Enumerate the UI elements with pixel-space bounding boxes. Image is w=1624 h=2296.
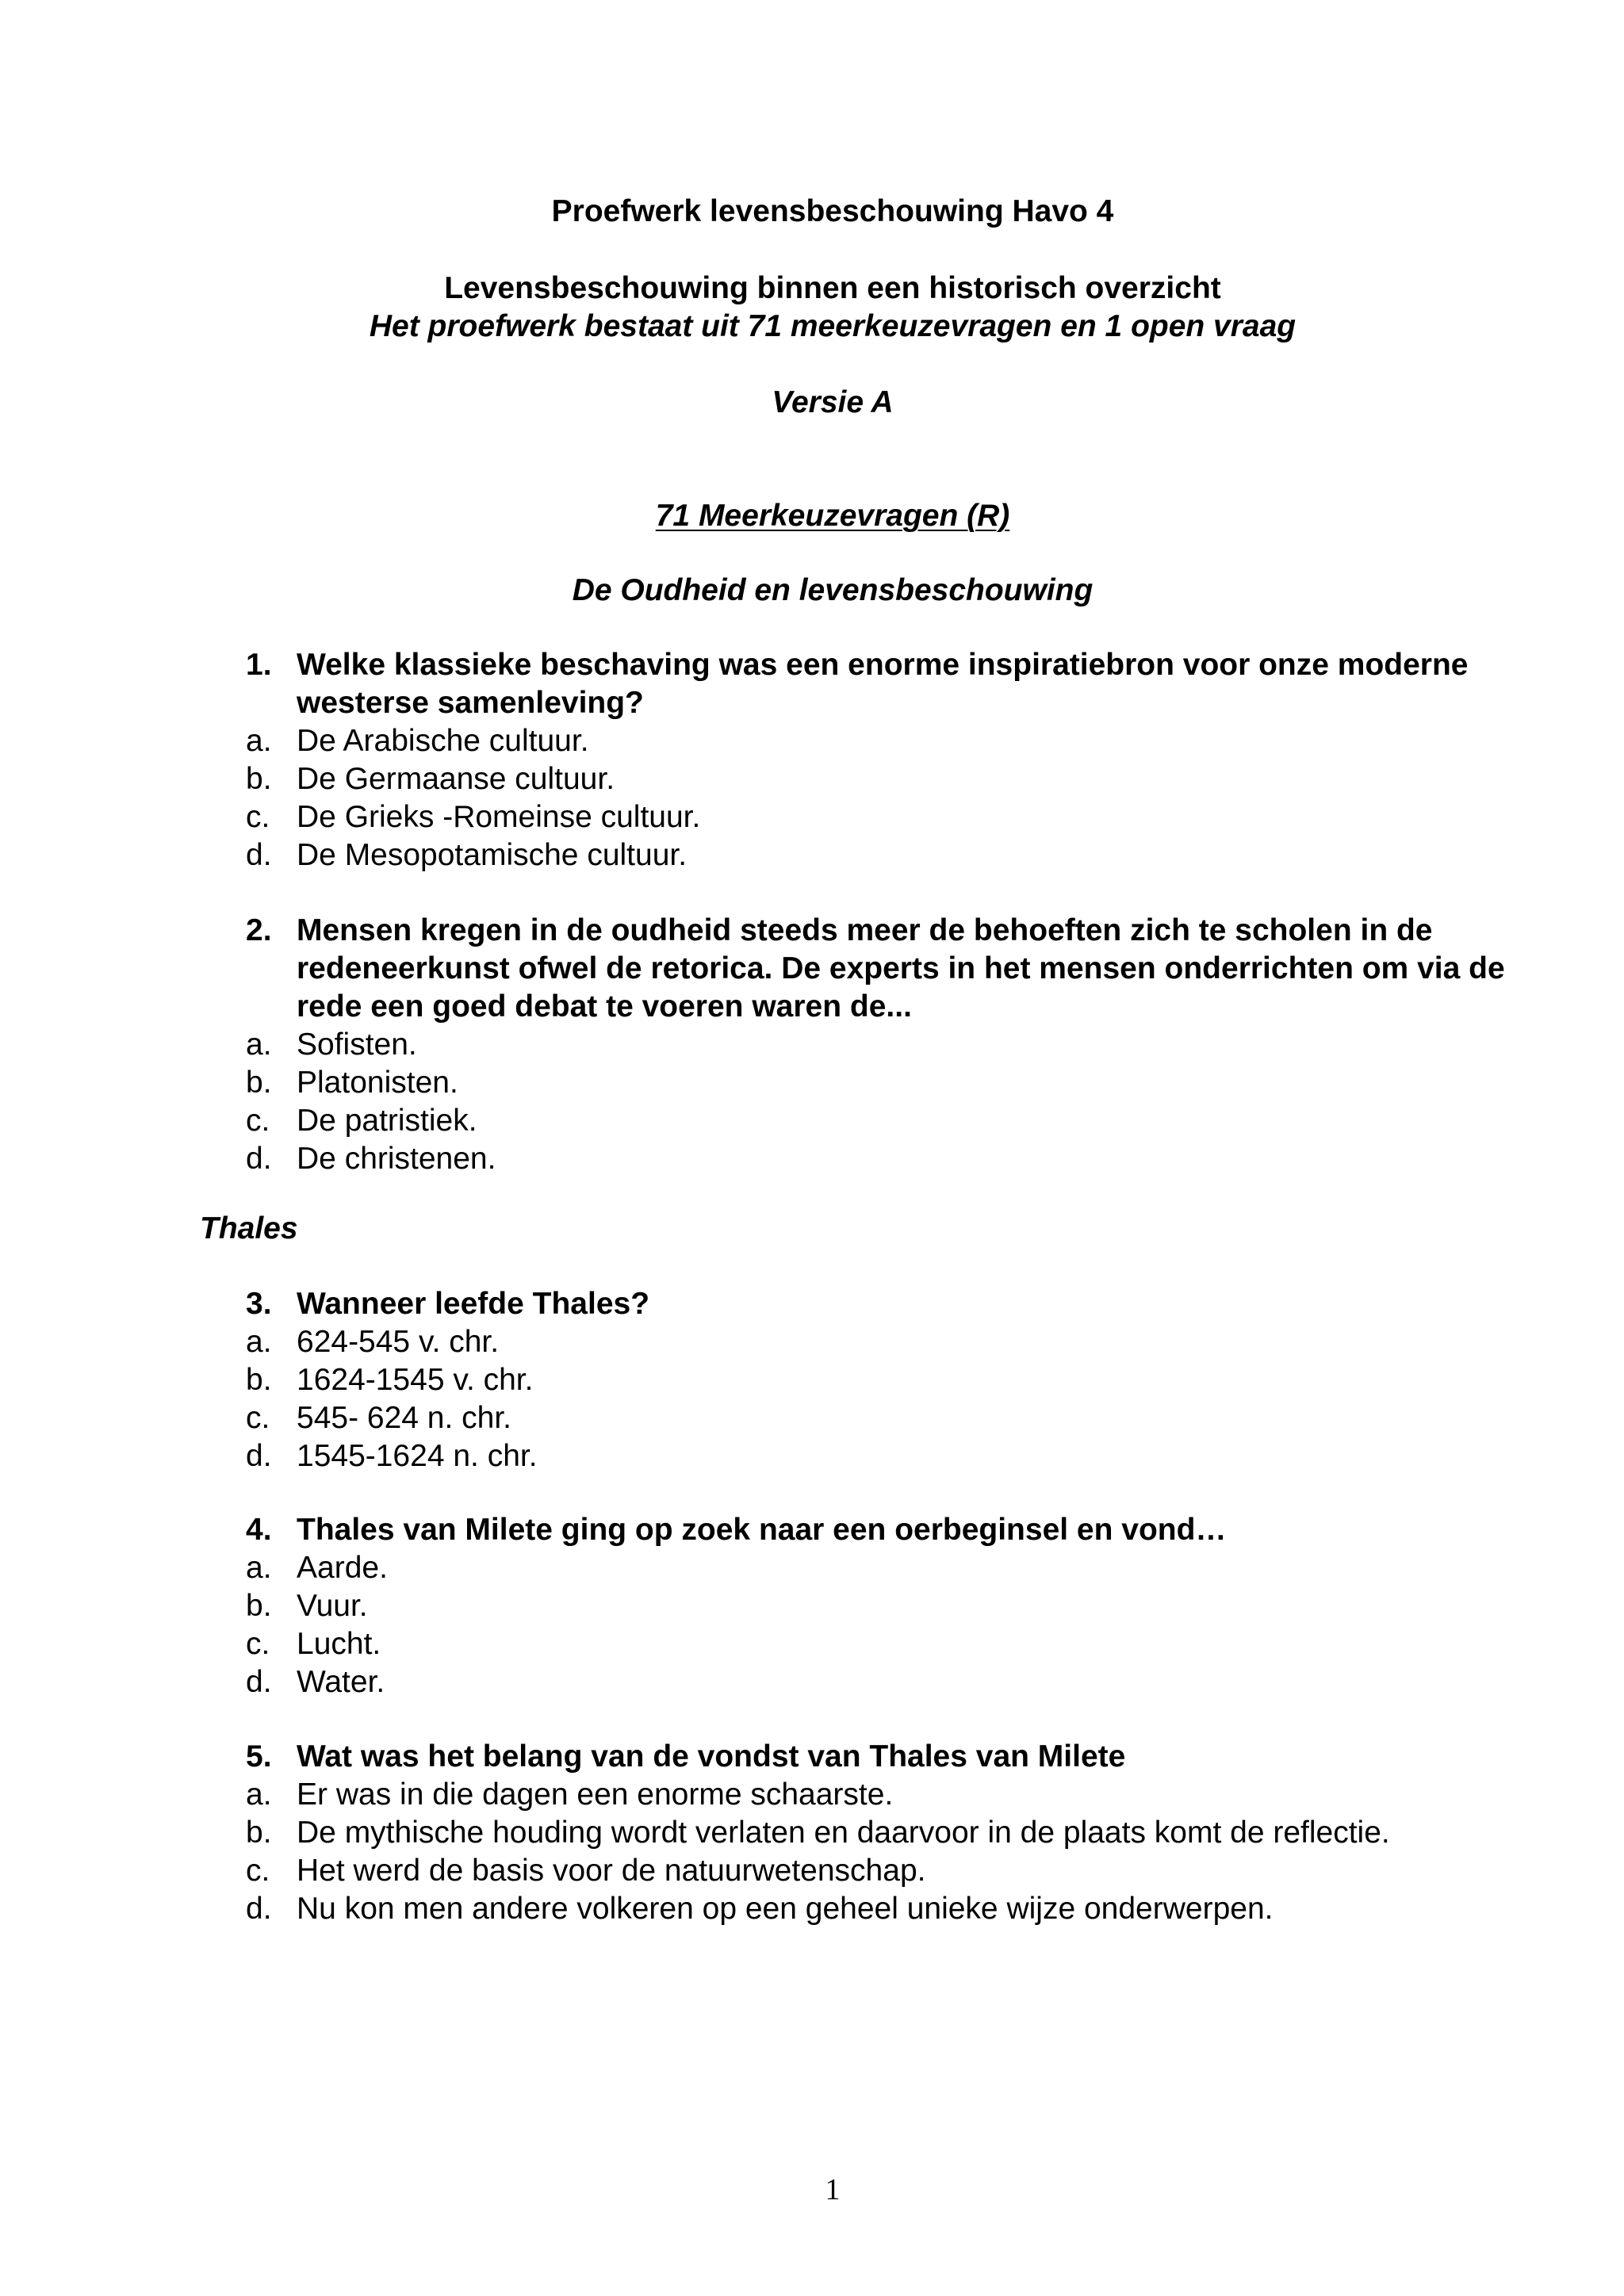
answer-option (246, 1587, 1530, 1625)
section-title (0, 497, 1624, 535)
option-letter: d. (246, 1892, 272, 1926)
option-letter: a. (246, 1551, 272, 1585)
option-text: 1624-1545 v. chr. (297, 1363, 534, 1397)
option-text: 1545-1624 n. chr. (297, 1439, 538, 1473)
question-text: Mensen kregen in de oudheid steeds meer de behoeften zich te scholen in de redeneerkunst ofwel de retorica. De experts in het mensen onderrichten om via de rede een goed debat te voeren waren de... (297, 913, 1505, 1024)
answer-option (246, 1852, 1530, 1890)
option-text: Er was in die dagen een enorme schaarste. (297, 1777, 894, 1812)
option-text: Het werd de basis voor de natuurwetenschap. (297, 1854, 926, 1888)
answer-option (246, 760, 1530, 798)
option-text: De christenen. (297, 1142, 496, 1176)
answer-option (246, 1776, 1530, 1814)
section-title-text: 71 Meerkeuzevragen (R) (655, 499, 1010, 533)
question-5 (246, 1738, 1530, 1928)
answer-option (246, 1140, 1530, 1178)
question-title (246, 1511, 1530, 1549)
option-letter: d. (246, 1439, 272, 1473)
answer-option (246, 1361, 1530, 1399)
option-text: Aarde. (297, 1551, 388, 1585)
option-letter: b. (246, 1066, 272, 1100)
option-text: De Germaanse cultuur. (297, 762, 615, 796)
answer-option (246, 1437, 1530, 1475)
answer-option (246, 836, 1530, 874)
question-2 (246, 912, 1530, 1178)
question-title (246, 912, 1530, 1026)
answer-option (246, 1102, 1530, 1140)
question-title (246, 646, 1530, 722)
option-letter: c. (246, 800, 270, 834)
option-text: De patristiek. (297, 1104, 477, 1138)
option-letter: c. (246, 1627, 270, 1661)
option-text: De Mesopotamische cultuur. (297, 838, 688, 872)
option-text: Sofisten. (297, 1027, 417, 1062)
option-letter: c. (246, 1854, 270, 1888)
option-letter: a. (246, 1777, 272, 1812)
answer-option (246, 1026, 1530, 1064)
question-text: Thales van Milete ging op zoek naar een oerbeginsel en vond… (297, 1513, 1227, 1547)
answer-option (246, 1890, 1530, 1928)
question-number: 4. (246, 1513, 272, 1547)
option-letter: b. (246, 1589, 272, 1623)
option-text: Lucht. (297, 1627, 381, 1661)
option-text: Platonisten. (297, 1066, 458, 1100)
question-text: Welke klassieke beschaving was een enorme inspiratiebron voor onze moderne westerse samenleving? (297, 648, 1469, 720)
question-title (246, 1285, 1530, 1323)
answer-option (246, 798, 1530, 836)
answer-option (246, 1814, 1530, 1852)
option-text: Water. (297, 1665, 385, 1699)
document-title: Proefwerk levensbeschouwing Havo 4 (551, 194, 1114, 228)
option-letter: b. (246, 1363, 272, 1397)
option-letter: a. (246, 1325, 272, 1359)
question-text: Wanneer leefde Thales? (297, 1287, 650, 1321)
answer-option (246, 722, 1530, 760)
option-letter: c. (246, 1104, 270, 1138)
question-3 (246, 1285, 1530, 1475)
answer-option (246, 1064, 1530, 1102)
option-text: De mythische houding wordt verlaten en daarvoor in de plaats komt de reflectie. (297, 1816, 1390, 1850)
version-label: Versie A (772, 385, 894, 419)
thales-heading: Thales (200, 1211, 298, 1246)
option-letter: a. (246, 1027, 272, 1062)
answer-option (246, 1323, 1530, 1361)
answer-option (246, 1399, 1530, 1437)
option-text: De Grieks -Romeinse cultuur. (297, 800, 701, 834)
question-4 (246, 1511, 1530, 1701)
option-letter: c. (246, 1401, 270, 1435)
question-number: 3. (246, 1287, 272, 1321)
document-subtitle: Levensbeschouwing binnen een historisch overzicht (444, 271, 1221, 305)
option-text: 624-545 v. chr. (297, 1325, 500, 1359)
question-number: 2. (246, 913, 272, 947)
option-letter: b. (246, 1816, 272, 1850)
option-letter: d. (246, 838, 272, 872)
option-text: Vuur. (297, 1589, 368, 1623)
option-text: 545- 624 n. chr. (297, 1401, 512, 1435)
question-title (246, 1738, 1530, 1776)
question-1 (246, 646, 1530, 874)
option-letter: d. (246, 1665, 272, 1699)
answer-option (246, 1625, 1530, 1663)
answer-option (246, 1663, 1530, 1701)
option-letter: d. (246, 1142, 272, 1176)
page-number: 1 (825, 2173, 841, 2206)
document-description: Het proefwerk bestaat uit 71 meerkeuzevragen en 1 open vraag (369, 309, 1297, 343)
question-text: Wat was het belang van de vondst van Thales van Milete (297, 1739, 1126, 1774)
option-text: Nu kon men andere volkeren op een geheel unieke wijze onderwerpen. (297, 1892, 1274, 1926)
option-text: De Arabische cultuur. (297, 724, 589, 758)
option-letter: a. (246, 724, 272, 758)
section-subtitle: De Oudheid en levensbeschouwing (572, 573, 1094, 607)
option-letter: b. (246, 762, 272, 796)
question-number: 1. (246, 648, 272, 682)
answer-option (246, 1549, 1530, 1587)
question-number: 5. (246, 1739, 272, 1774)
